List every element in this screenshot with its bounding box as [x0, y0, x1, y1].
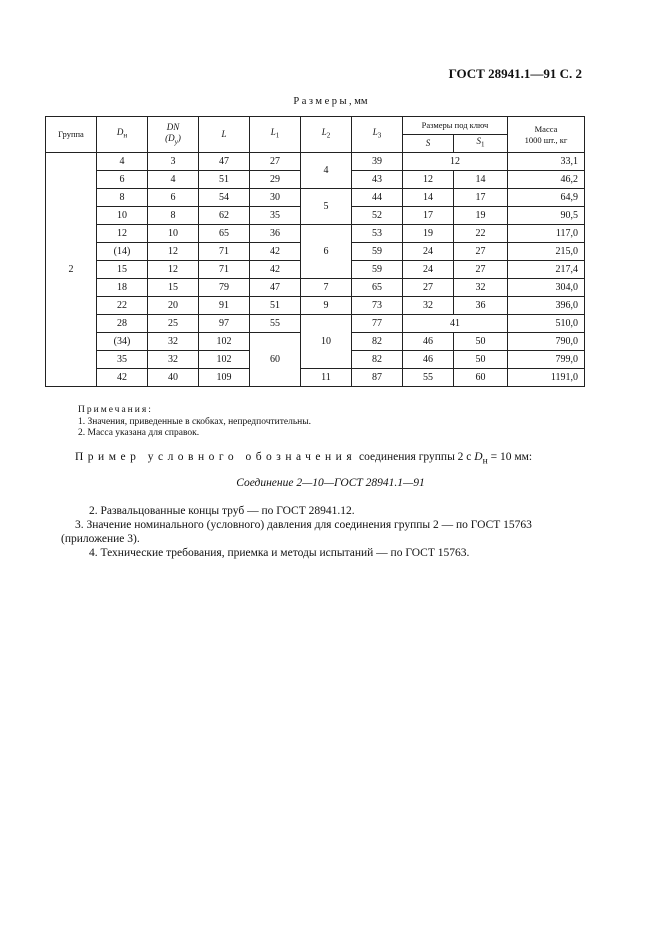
- cell-mass: 90,5: [508, 207, 585, 225]
- example-symbol: D: [474, 451, 483, 463]
- cell-l1: 42: [250, 243, 301, 261]
- cell-s: 17: [403, 207, 454, 225]
- example-designation: Соединение 2—10—ГОСТ 28941.1—91: [236, 477, 425, 489]
- col-header-s: S: [403, 135, 454, 153]
- cell-s1: 19: [454, 207, 508, 225]
- cell-dn: (14): [97, 243, 148, 261]
- table-caption: [0, 96, 661, 107]
- cell-l3: 87: [352, 369, 403, 387]
- cell-l: 65: [199, 225, 250, 243]
- cell-l: 62: [199, 207, 250, 225]
- cell-mass: 217,4: [508, 261, 585, 279]
- cell-l: 51: [199, 171, 250, 189]
- paragraph-3-line-1: 3. Значение номинального (условного) давления для соединения группы 2 — по ГОСТ 15763: [75, 519, 532, 531]
- notes-title: Примечания:: [78, 405, 153, 415]
- cell-mass: 799,0: [508, 351, 585, 369]
- cell-l: 47: [199, 153, 250, 171]
- cell-l1: 60: [250, 333, 301, 387]
- cell-s: 32: [403, 297, 454, 315]
- cell-l3: 65: [352, 279, 403, 297]
- col-header-wrench: Размеры под ключ: [403, 117, 508, 135]
- cell-dnu: 40: [148, 369, 199, 387]
- cell-mass: 64,9: [508, 189, 585, 207]
- cell-s1: 17: [454, 189, 508, 207]
- group-cell: 2: [46, 153, 97, 387]
- cell-l3: 43: [352, 171, 403, 189]
- table-row: [46, 153, 585, 171]
- col-header-group: Группа: [46, 117, 97, 153]
- cell-dn: 42: [97, 369, 148, 387]
- table-row: [46, 189, 585, 207]
- cell-s1: 22: [454, 225, 508, 243]
- cell-dn: 12: [97, 225, 148, 243]
- note-item: 2. Масса указана для справок.: [78, 428, 200, 438]
- cell-s1: 27: [454, 243, 508, 261]
- cell-s1: 50: [454, 351, 508, 369]
- cell-l3: 59: [352, 243, 403, 261]
- table-row: [46, 279, 585, 297]
- cell-dnu: 10: [148, 225, 199, 243]
- paragraph-2: 2. Развальцованные концы труб — по ГОСТ 28941.12.: [89, 505, 355, 517]
- col-header-s1: $S_1$: [454, 135, 508, 153]
- col-header-l1: $L_1$: [250, 117, 301, 153]
- cell-s: 46: [403, 351, 454, 369]
- table-row: [46, 315, 585, 333]
- col-header-dn: $D_н$: [97, 117, 148, 153]
- cell-dnu: 25: [148, 315, 199, 333]
- cell-l2: 4: [301, 153, 352, 189]
- cell-dnu: 20: [148, 297, 199, 315]
- cell-l3: 73: [352, 297, 403, 315]
- cell-dn: 22: [97, 297, 148, 315]
- cell-dn: 6: [97, 171, 148, 189]
- paragraph-4: 4. Технические требования, приемка и методы испытаний — по ГОСТ 15763.: [89, 547, 470, 559]
- cell-l3: 44: [352, 189, 403, 207]
- table-row: [46, 225, 585, 243]
- cell-dn: 18: [97, 279, 148, 297]
- table-row: [46, 297, 585, 315]
- page-header: ГОСТ 28941.1—91 С. 2: [448, 66, 582, 81]
- col-header-l: L: [199, 117, 250, 153]
- example-text-before: соединения группы 2 с: [356, 451, 475, 463]
- cell-dn: 4: [97, 153, 148, 171]
- example-symbol-sub: н: [482, 455, 488, 467]
- cell-s: 12: [403, 171, 454, 189]
- cell-s: 41: [403, 315, 508, 333]
- cell-l: 97: [199, 315, 250, 333]
- cell-mass: 510,0: [508, 315, 585, 333]
- cell-dn: (34): [97, 333, 148, 351]
- cell-l3: 52: [352, 207, 403, 225]
- cell-s1: 14: [454, 171, 508, 189]
- cell-dnu: 15: [148, 279, 199, 297]
- cell-l1: 29: [250, 171, 301, 189]
- cell-dnu: 32: [148, 351, 199, 369]
- note-item: 1. Значения, приведенные в скобках, непредпочтительны.: [78, 416, 312, 427]
- paragraph-3: [61, 519, 587, 546]
- cell-l1: 51: [250, 297, 301, 315]
- cell-l1: 55: [250, 315, 301, 333]
- cell-l2: 6: [301, 225, 352, 279]
- cell-l2: 7: [301, 279, 352, 297]
- cell-l2: 5: [301, 189, 352, 225]
- cell-s1: 27: [454, 261, 508, 279]
- cell-mass: 33,1: [508, 153, 585, 171]
- cell-s: 55: [403, 369, 454, 387]
- cell-dnu: 32: [148, 333, 199, 351]
- cell-l1: 35: [250, 207, 301, 225]
- col-header-l3: $L_3$: [352, 117, 403, 153]
- cell-dn: 10: [97, 207, 148, 225]
- cell-l: 109: [199, 369, 250, 387]
- cell-l: 102: [199, 333, 250, 351]
- cell-s: 14: [403, 189, 454, 207]
- cell-s: 27: [403, 279, 454, 297]
- cell-s1: 60: [454, 369, 508, 387]
- cell-l2: 10: [301, 315, 352, 369]
- cell-l3: 77: [352, 315, 403, 333]
- cell-mass: 396,0: [508, 297, 585, 315]
- cell-l2: 11: [301, 369, 352, 387]
- cell-mass: 1191,0: [508, 369, 585, 387]
- cell-s1: 32: [454, 279, 508, 297]
- cell-mass: 790,0: [508, 333, 585, 351]
- cell-s: 12: [403, 153, 508, 171]
- cell-l: 71: [199, 243, 250, 261]
- cell-s: 24: [403, 243, 454, 261]
- col-header-l2: $L_2$: [301, 117, 352, 153]
- cell-dn: 8: [97, 189, 148, 207]
- cell-dnu: 3: [148, 153, 199, 171]
- cell-l2: 9: [301, 297, 352, 315]
- cell-s: 46: [403, 333, 454, 351]
- cell-dnu: 6: [148, 189, 199, 207]
- caption-title: Размеры: [293, 96, 350, 107]
- cell-l: 91: [199, 297, 250, 315]
- cell-l: 54: [199, 189, 250, 207]
- cell-mass: 117,0: [508, 225, 585, 243]
- cell-l1: 27: [250, 153, 301, 171]
- cell-l: 79: [199, 279, 250, 297]
- cell-l1: 36: [250, 225, 301, 243]
- cell-dn: 15: [97, 261, 148, 279]
- cell-l3: 82: [352, 351, 403, 369]
- cell-l3: 59: [352, 261, 403, 279]
- table-row: [46, 369, 585, 387]
- cell-l1: 42: [250, 261, 301, 279]
- cell-l: 102: [199, 351, 250, 369]
- caption-unit: , мм: [349, 96, 368, 107]
- cell-dnu: 8: [148, 207, 199, 225]
- cell-l3: 53: [352, 225, 403, 243]
- cell-l1: 47: [250, 279, 301, 297]
- cell-dn: 28: [97, 315, 148, 333]
- dimensions-table: [45, 116, 585, 387]
- cell-dnu: 12: [148, 261, 199, 279]
- paragraph-3-line-2: (приложение 3).: [61, 532, 140, 545]
- cell-l3: 82: [352, 333, 403, 351]
- cell-dnu: 12: [148, 243, 199, 261]
- col-header-dn-nominal: DN $(D_y)$: [148, 117, 199, 153]
- example-text-after: = 10 мм:: [487, 451, 533, 463]
- cell-mass: 304,0: [508, 279, 585, 297]
- cell-s: 24: [403, 261, 454, 279]
- cell-mass: 46,2: [508, 171, 585, 189]
- example-line: [75, 451, 532, 466]
- col-header-mass: Масса 1000 шт., кг: [508, 117, 585, 153]
- notes-block: [78, 405, 311, 440]
- cell-l: 71: [199, 261, 250, 279]
- example-lead: Пример условного обозначения: [75, 451, 357, 463]
- cell-s: 19: [403, 225, 454, 243]
- cell-l3: 39: [352, 153, 403, 171]
- cell-dn: 35: [97, 351, 148, 369]
- cell-dnu: 4: [148, 171, 199, 189]
- cell-l1: 30: [250, 189, 301, 207]
- cell-mass: 215,0: [508, 243, 585, 261]
- cell-s1: 36: [454, 297, 508, 315]
- cell-s1: 50: [454, 333, 508, 351]
